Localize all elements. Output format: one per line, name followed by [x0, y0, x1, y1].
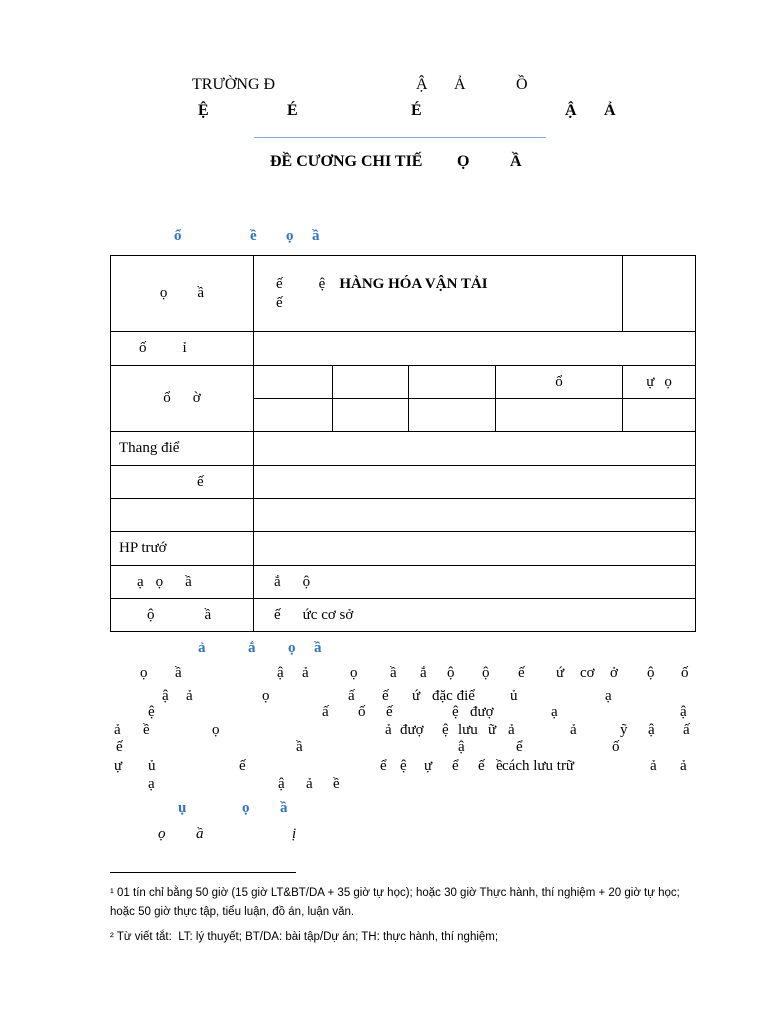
hours-value-cell — [333, 399, 409, 432]
text-fragment: ộ — [482, 665, 490, 681]
course-name-value — [254, 256, 623, 332]
table-row — [111, 432, 696, 466]
grading-scale-label: Thang điể — [111, 432, 254, 466]
text-fragment: ấ — [322, 704, 329, 720]
text-fragment: ở — [610, 665, 618, 681]
text-fragment: ấ — [348, 688, 355, 704]
text-fragment: ọ — [262, 688, 270, 704]
text-fragment: ả — [570, 722, 577, 738]
hours-header-selfstudy — [623, 366, 696, 399]
text-fragment: ể — [380, 758, 387, 774]
text-fragment: ự — [114, 758, 123, 774]
text-fragment: ố — [681, 665, 689, 681]
prerequisite-value — [254, 532, 696, 566]
course-info-table — [110, 255, 696, 632]
credits-value — [254, 332, 696, 366]
text-fragment: ố — [612, 739, 620, 755]
heading-fragment: ọ — [242, 800, 250, 816]
label-fragment: ỉ — [182, 340, 187, 356]
heading-fragment: ầ — [314, 640, 322, 656]
text-fragment: ả — [306, 776, 313, 792]
university-name-fragment: Ậ — [416, 76, 428, 93]
type-label — [111, 466, 254, 499]
type-value — [254, 466, 696, 499]
label-fragment: ầ — [197, 285, 205, 301]
text-fragment: ậ — [458, 739, 465, 755]
table-row — [111, 366, 696, 399]
text-fragment: ế — [478, 758, 485, 774]
value-fragment: ắ — [274, 573, 281, 590]
label-fragment: ố — [139, 340, 147, 356]
hours-value-cell — [254, 399, 333, 432]
footnote-separator — [110, 872, 296, 873]
course-name-label — [111, 256, 254, 332]
header-fragment: ự — [646, 373, 655, 390]
text-fragment: ầ — [175, 665, 182, 681]
text-fragment: ế — [382, 688, 389, 704]
text-fragment: ề — [333, 776, 340, 792]
text-fragment: đặc điể — [432, 688, 475, 704]
university-name-fragment: Ả — [454, 76, 466, 93]
text-fragment: ấ — [683, 722, 690, 738]
text-fragment: ế — [386, 704, 393, 720]
university-name-fragment: Ồ — [516, 76, 528, 93]
table-row — [111, 499, 696, 532]
empty-label — [111, 499, 254, 532]
hours-header-cell — [409, 366, 496, 399]
hours-header-cell — [333, 366, 409, 399]
text-fragment: ậ — [648, 722, 655, 738]
text-fragment: ắ — [420, 665, 427, 681]
heading-fragment: ắ — [248, 640, 256, 656]
text-fragment: ế — [116, 739, 123, 755]
text-fragment: ọ — [140, 665, 148, 681]
label-fragment: ổ — [163, 390, 171, 406]
heading-fragment: ề — [250, 228, 257, 244]
text-fragment: ậ — [277, 665, 284, 681]
document-title-fragment: Ọ — [457, 153, 470, 170]
value-fragment: ộ — [302, 573, 311, 590]
text-fragment: ọ — [212, 722, 220, 738]
faculty-name-fragment: Ệ — [198, 102, 209, 119]
text-fragment: ứ — [556, 665, 565, 681]
hours-value-cell — [623, 399, 696, 432]
course-type-value — [254, 566, 696, 599]
header-fragment: ọ — [664, 373, 672, 390]
heading-fragment: ầ — [312, 228, 320, 244]
text-fragment: ộ — [647, 665, 655, 681]
text-fragment: ả — [114, 722, 121, 738]
table-row — [111, 332, 696, 366]
text-fragment: lưu — [458, 722, 478, 738]
text-fragment: ầ — [296, 739, 303, 755]
text-fragment: ạ — [148, 776, 155, 792]
label-fragment: ọ — [155, 573, 164, 590]
text-fragment: ệ — [452, 704, 459, 720]
text-fragment: cách lưu trữ — [502, 758, 575, 774]
text-fragment: ả — [385, 722, 392, 738]
header-divider — [254, 137, 546, 138]
label-fragment: ạ — [137, 573, 144, 590]
hours-header-total — [496, 366, 623, 399]
hours-label — [111, 366, 254, 432]
course-type-label — [111, 566, 254, 599]
heading-fragment: ụ — [178, 800, 187, 816]
text-fragment: ủ — [148, 758, 156, 774]
university-name: TRƯỜNG Đ — [192, 76, 276, 93]
text-fragment: ể — [516, 739, 523, 755]
hours-value-cell — [409, 399, 496, 432]
footnote-2: ² Từ viết tắt: LT: lý thuyết; BT/DA: bài tập/Dự án; TH: thực hành, thí nghiệm; — [110, 931, 499, 943]
text-fragment: ứ — [412, 688, 421, 704]
text-fragment: ề — [143, 722, 150, 738]
footnote-1-line-1: ¹ 01 tín chỉ bằng 50 giờ (15 giờ LT&BT/DA + 35 giờ tự học); hoặc 30 giờ Thực hành, thí nghiệm + 20 giờ tự học; — [110, 887, 680, 899]
label-fragment: ờ — [192, 390, 201, 406]
text-fragment: ọ — [158, 826, 166, 842]
knowledge-block-value — [254, 599, 696, 632]
text-fragment: ả — [680, 758, 687, 774]
text-fragment: ề — [496, 758, 503, 774]
heading-fragment: ả — [198, 640, 206, 656]
text-fragment: ố — [358, 704, 366, 720]
faculty-name-fragment: Ả — [604, 102, 616, 119]
text-fragment: đượ — [470, 704, 494, 720]
heading-fragment: ầ — [280, 800, 288, 816]
value-fragment: ức cơ sở — [302, 606, 354, 623]
text-fragment: ỹ — [620, 722, 628, 738]
text-fragment: ậ — [162, 688, 169, 704]
value-fragment: ế — [276, 275, 283, 292]
document-title-fragment: Ầ — [510, 153, 522, 170]
hours-value-cell — [496, 399, 623, 432]
text-fragment: ọ — [350, 665, 358, 681]
table-row — [111, 466, 696, 499]
footnote-1-line-2: hoặc 50 giờ thực tập, tiểu luận, đồ án, luận văn. — [110, 906, 355, 918]
value-fragment: ệ — [318, 275, 326, 292]
credits-label — [111, 332, 254, 366]
value-fragment: ế — [276, 294, 283, 311]
label-fragment: ế — [197, 473, 204, 490]
table-row — [111, 599, 696, 632]
table-row — [111, 566, 696, 599]
heading-fragment: ọ — [286, 228, 294, 244]
text-fragment: ậ — [278, 776, 285, 792]
document-title: ĐỀ CƯƠNG CHI TIẾ — [270, 153, 423, 170]
text-fragment: ữ — [488, 722, 497, 738]
text-fragment: ệ — [400, 758, 407, 774]
text-fragment: ả — [650, 758, 657, 774]
header-fragment: ổ — [555, 373, 563, 390]
text-fragment: ệ — [148, 704, 155, 720]
prerequisite-label: HP trướ — [111, 532, 254, 566]
label-fragment: ầ — [204, 606, 212, 623]
text-fragment: ủ — [510, 688, 518, 704]
text-fragment: ị — [292, 826, 297, 842]
text-fragment: ầ — [390, 665, 397, 681]
text-fragment: ả — [302, 665, 309, 681]
hours-header-cell — [254, 366, 333, 399]
faculty-name-fragment: É — [411, 102, 422, 119]
text-fragment: ả — [186, 688, 193, 704]
heading-fragment: ọ — [288, 640, 296, 656]
text-fragment: ầ — [196, 826, 204, 842]
label-fragment: ọ — [159, 285, 168, 301]
text-fragment: ạ — [605, 688, 612, 704]
text-fragment: ự — [424, 758, 433, 774]
knowledge-block-label — [111, 599, 254, 632]
table-row — [111, 532, 696, 566]
table-row — [111, 256, 696, 332]
label-fragment: ộ — [147, 606, 155, 623]
grading-scale-value — [254, 432, 696, 466]
empty-value — [254, 499, 696, 532]
course-code-cell — [623, 256, 696, 332]
text-fragment: cơ — [580, 665, 595, 681]
text-fragment: ộ — [447, 665, 455, 681]
label-fragment: ầ — [185, 573, 192, 590]
text-fragment: ậ — [680, 704, 687, 720]
text-fragment: ể — [452, 758, 459, 774]
course-name: HÀNG HÓA VẬN TẢI — [339, 275, 488, 292]
text-fragment: ệ — [442, 722, 449, 738]
heading-fragment: ổ — [174, 228, 182, 244]
text-fragment: ạ — [551, 704, 558, 720]
faculty-name-fragment: É — [287, 102, 298, 119]
text-fragment: ả — [508, 722, 515, 738]
text-fragment: ế — [518, 665, 525, 681]
value-fragment: ế — [274, 606, 281, 623]
text-fragment: ế — [239, 758, 246, 774]
faculty-name-fragment: Ậ — [565, 102, 577, 119]
text-fragment: đượ — [400, 722, 424, 738]
